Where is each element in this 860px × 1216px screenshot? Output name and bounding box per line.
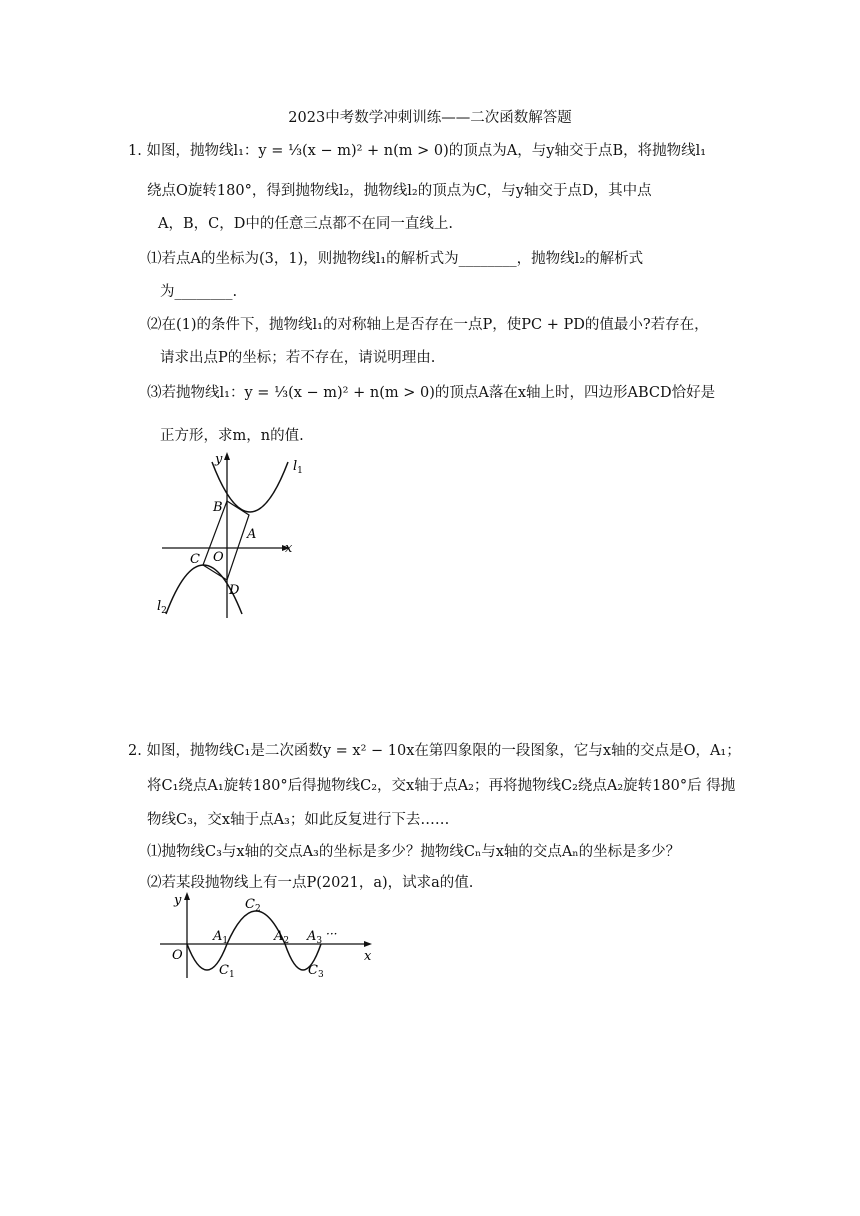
q2-y-arrow <box>184 892 190 900</box>
q1-figure <box>150 448 320 623</box>
q1-part1-line-1: ⑴若点A的坐标为(3，1)，则抛物线l₁的解析式为________，抛物线l₂的解析式 <box>147 251 644 267</box>
q1-quadrilateral <box>203 501 249 580</box>
q2-line-3: 物线C₃，交x轴于点A₃；如此反复进行下去…… <box>147 812 450 828</box>
q2-label-y: y <box>174 893 182 908</box>
q1-label-B: B <box>213 500 223 515</box>
q2-x-arrow <box>364 941 372 947</box>
q2-label-C1: $C_1$ <box>219 963 235 980</box>
q2-label-C2: $C_2$ <box>245 897 261 914</box>
q1-label-y: y <box>215 452 223 467</box>
q2-line-1: 2. 如图，抛物线C₁是二次函数y = x² − 10x在第四象限的一段图象，它与x轴的交点是O，A₁； <box>128 743 741 759</box>
q1-line-1: 1. 如图，抛物线l₁：y = ⅓(x − m)² + n(m > 0)的顶点为A，与y轴交于点B，将抛物线l₁ <box>128 143 707 159</box>
q1-part2-line-2: 请求出点P的坐标；若不存在，请说明理由. <box>160 350 436 366</box>
q1-label-D: D <box>229 583 240 598</box>
q2-label-A1: $A_1$ <box>213 929 229 946</box>
document-title: 2023中考数学冲刺训练——二次函数解答题 <box>288 110 572 126</box>
q2-label-C3: $C_3$ <box>308 963 324 980</box>
q2-label-O: O <box>172 948 183 963</box>
q1-y-arrow <box>224 452 230 460</box>
q1-part2-line-1: ⑵在(1)的条件下，抛物线l₁的对称轴上是否存在一点P，使PC + PD的值最小?若存在， <box>147 317 709 333</box>
q1-label-O: O <box>213 550 224 565</box>
q1-label-A: A <box>247 527 257 542</box>
q2-curve <box>187 911 321 970</box>
q1-label-C: C <box>190 552 200 567</box>
q2-figure <box>155 888 380 983</box>
q1-part1-line-2: 为________. <box>160 284 238 300</box>
q2-line-2: 将C₁绕点A₁旋转180°后得抛物线C₂，交x轴于点A₂；再将抛物线C₂绕点A₂旋转180°后 得抛 <box>147 778 736 794</box>
q2-label-x: x <box>364 949 372 964</box>
q1-line-3: A，B，C，D中的任意三点都不在同一直线上. <box>158 216 453 232</box>
q1-parabola-l1 <box>212 462 288 512</box>
q1-part3-line-1: ⑶若抛物线l₁：y = ⅓(x − m)² + n(m > 0)的顶点A落在x轴上时，四边形ABCD恰好是 <box>147 385 716 401</box>
q1-part3-line-2: 正方形，求m，n的值. <box>160 428 304 444</box>
q2-label-A2: $A_2$ <box>274 929 290 946</box>
q2-part2: ⑵若某段抛物线上有一点P(2021，a)，试求a的值. <box>147 875 474 891</box>
q1-label-x: x <box>285 541 293 556</box>
q2-part1: ⑴抛物线C₃与x轴的交点A₃的坐标是多少？抛物线Cₙ与x轴的交点Aₙ的坐标是多少？ <box>147 844 681 860</box>
q1-line-2: 绕点O旋转180°，得到抛物线l₂，抛物线l₂的顶点为C，与y轴交于点D，其中点 <box>147 183 652 199</box>
q1-label-l1: $l_1$ <box>293 459 303 476</box>
q2-label-A3: $A_3$ <box>307 929 323 946</box>
q2-label-dots: ··· <box>326 927 338 941</box>
q1-label-l2: $l_2$ <box>157 599 167 616</box>
